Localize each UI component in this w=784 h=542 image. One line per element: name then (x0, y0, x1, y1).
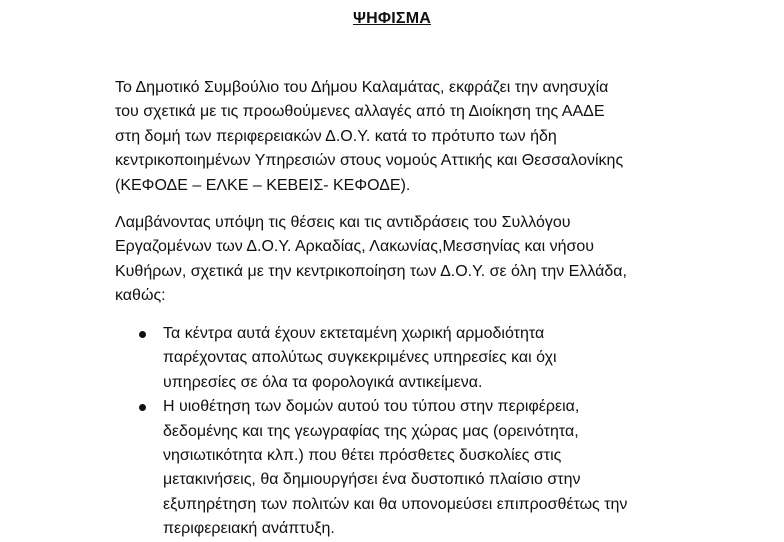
paragraph-line: στη δομή των περιφερειακών Δ.Ο.Υ. κατά το πρότυπο των ήδη (115, 127, 557, 145)
bullet-line: υπηρεσίες σε όλα τα φορολογικά αντικείμενα. (163, 373, 483, 391)
bullet-line: Η υιοθέτηση των δομών αυτού του τύπου στην περιφέρεια, (163, 398, 580, 416)
bullet-item-2 (115, 395, 715, 541)
bullet-line: περιφερειακή ανάπτυξη. (163, 520, 335, 538)
bullet-line: παρέχοντας απολύτως συγκεκριμένες υπηρεσίες και όχι (163, 349, 557, 367)
bullet-line: νησιωτικότητα κλπ.) που θέτει πρόσθετες δυσκολίες στις (163, 447, 562, 465)
paragraph-considering (115, 211, 675, 309)
paragraph-intro (115, 76, 675, 198)
paragraph-line: Εργαζομένων των Δ.Ο.Υ. Αρκαδίας, Λακωνίας,Μεσσηνίας και νήσου (115, 238, 594, 256)
bullet-item-1 (115, 322, 715, 395)
bullet-line: Τα κέντρα αυτά έχουν εκτεταμένη χωρική αρμοδιότητα (163, 325, 545, 342)
bullet-line: δεδομένης και της γεωγραφίας της χώρας μας (ορεινότητα, (163, 422, 579, 440)
paragraph-line: Λαμβάνοντας υπόψη τις θέσεις και τις αντιδράσεις του Συλλόγου (115, 214, 571, 231)
paragraph-line: Κυθήρων, σχετικά με την κεντρικοποίηση των Δ.Ο.Υ. σε όλη την Ελλάδα, (115, 262, 627, 280)
bullet-line: εξυπηρέτηση των πολιτών και θα υπονομεύσει επιπροσθέτως την (163, 495, 628, 513)
document-title: ΨΗΦΙΣΜΑ (353, 10, 431, 27)
bullet-line: μετακινήσεις, θα δημιουργήσει ένα δυστοπικό πλαίσιο στην (163, 471, 581, 489)
bullet-list (115, 322, 715, 542)
paragraph-line: Το Δημοτικό Συμβούλιο του Δήμου Καλαμάτας, εκφράζει την ανησυχία (115, 79, 609, 96)
bullet-dot-icon (139, 404, 146, 411)
bullet-dot-icon (139, 331, 146, 338)
paragraph-line: κεντρικοποιημένων Υπηρεσιών στους νομούς Αττικής και Θεσσαλονίκης (115, 152, 624, 170)
paragraph-line: του σχετικά με τις προωθούμενες αλλαγές από τη Διοίκηση της ΑΑΔΕ (115, 103, 605, 121)
paragraph-line: (ΚΕΦΟΔΕ – ΕΛΚΕ – ΚΕΒΕΙΣ- ΚΕΦΟΔΕ). (115, 176, 411, 194)
paragraph-line: καθώς: (115, 287, 166, 305)
